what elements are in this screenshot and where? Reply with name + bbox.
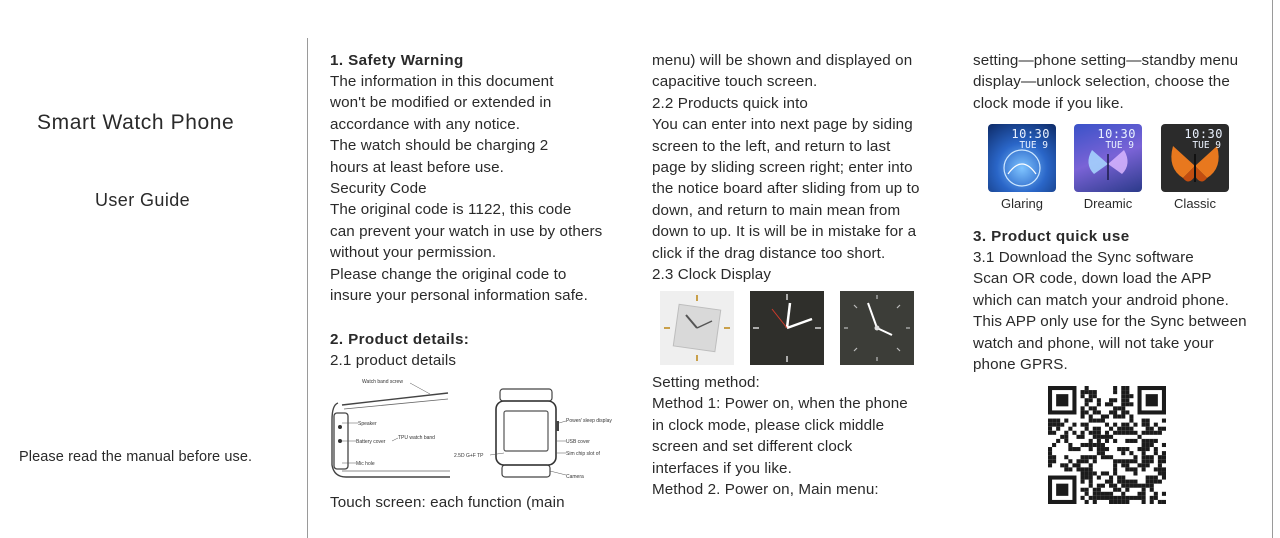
watchface-date: TUE 9 xyxy=(1192,140,1221,151)
diagram-label-tpu: TPU watch band xyxy=(398,435,435,441)
product-details-heading: 2. Product details: xyxy=(330,331,470,348)
safety-line: accordance with any notice. xyxy=(330,115,521,133)
security-code-label: Security Code xyxy=(330,180,427,198)
diagram-label-mic: Mic hole xyxy=(356,461,375,467)
safety-line: can prevent your watch in use by others xyxy=(330,222,603,240)
clock-image-gray xyxy=(840,291,914,365)
col3-line: interfaces if you like. xyxy=(652,459,792,477)
clock-image-black xyxy=(750,291,824,365)
safety-panel xyxy=(330,0,630,538)
watchface-label: Glaring xyxy=(1001,196,1043,211)
col3-line: menu) will be shown and displayed on xyxy=(652,52,913,69)
diagram-label-speaker: Speaker xyxy=(358,421,377,427)
qr-code-icon xyxy=(1048,386,1166,504)
quick-into-panel xyxy=(652,0,952,538)
touch-screen-line: Touch screen: each function (main xyxy=(330,494,565,511)
safety-line: Please change the original code to xyxy=(330,265,567,283)
col4-line: watch and phone, will not take your xyxy=(973,334,1214,352)
col4-line: setting—phone setting—standby menu xyxy=(973,52,1239,69)
col3-line: in clock mode, please click middle xyxy=(652,416,885,434)
col4-line: which can match your android phone. xyxy=(973,291,1229,309)
section-2-2-heading: 2.2 Products quick into xyxy=(652,94,808,112)
watchface-date: TUE 9 xyxy=(1105,140,1134,151)
safety-line: The original code is 1122, this code xyxy=(330,201,572,219)
col4-line: display—unlock selection, choose the xyxy=(973,73,1230,91)
diagram-label-gprs: 2.5D G+F TP xyxy=(454,453,484,459)
safety-line: The watch should be charging 2 xyxy=(330,137,549,155)
diagram-label-sim: Sim chip slot of xyxy=(566,451,600,457)
diagram-label-battery: Battery cover xyxy=(356,439,386,445)
safety-line: hours at least before use. xyxy=(330,158,504,176)
cover-panel xyxy=(0,0,306,538)
col3-line: capacitive touch screen. xyxy=(652,73,818,91)
safety-heading: 1. Safety Warning xyxy=(330,52,464,69)
col3-line: Method 2. Power on, Main menu: xyxy=(652,481,879,499)
quick-use-panel xyxy=(973,0,1271,538)
clock-image-white xyxy=(660,291,734,365)
safety-line: The information in this document xyxy=(330,73,554,90)
diagram-label-power: Power/ sleep display xyxy=(566,418,612,424)
watchface-time: 10:30 xyxy=(1184,127,1223,141)
cover-note: Please read the manual before use. xyxy=(19,449,253,465)
col4-line: clock mode if you like. xyxy=(973,94,1124,112)
product-details-sub: 2.1 product details xyxy=(330,352,457,369)
col3-top-text xyxy=(652,50,920,285)
diagram-label-band-screw: Watch band screw xyxy=(362,379,403,385)
setting-method-heading: Setting method: xyxy=(652,374,760,391)
col3-line: Method 1: Power on, when the phone xyxy=(652,395,908,413)
col3-line: screen to the left, and return to last xyxy=(652,137,891,155)
safety-line: insure your personal information safe. xyxy=(330,287,588,305)
watchface-time: 10:30 xyxy=(1011,127,1050,141)
watchface-time: 10:30 xyxy=(1097,127,1136,141)
col4-line: phone GPRS. xyxy=(973,356,1068,374)
section-2-3-heading: 2.3 Clock Display xyxy=(652,266,772,284)
col3-line: page by sliding screen right; enter into xyxy=(652,159,913,177)
watchface-date: TUE 9 xyxy=(1019,140,1048,151)
col4-top-text xyxy=(973,50,1238,114)
col3-line: click if the drag distance too short. xyxy=(652,244,886,262)
fold-line-1 xyxy=(307,38,308,538)
product-quick-use-heading: 3. Product quick use xyxy=(973,228,1130,245)
col4-line: This APP only use for the Sync between xyxy=(973,313,1247,331)
col3-line: the notice board after sliding from up to xyxy=(652,180,920,198)
cover-title: Smart Watch Phone xyxy=(37,111,235,134)
safety-text xyxy=(330,71,602,306)
col3-line: screen and set different clock xyxy=(652,438,853,456)
col4-line: Scan OR code, down load the APP xyxy=(973,270,1212,288)
col3-bottom-text xyxy=(652,372,908,500)
safety-line: won't be modified or extended in xyxy=(330,94,552,112)
col3-line: You can enter into next page by siding xyxy=(652,116,913,134)
diagram-label-usb: USB cover xyxy=(566,439,590,445)
watchface-glaring xyxy=(988,124,1056,192)
col3-line: down to up. It is will be in mistake for a xyxy=(652,223,917,241)
cover-subtitle: User Guide xyxy=(95,190,191,210)
safety-line: without your permission. xyxy=(330,244,497,262)
watchface-label: Classic xyxy=(1174,196,1216,211)
watchface-label: Dreamic xyxy=(1083,196,1133,211)
fold-line-2 xyxy=(1272,0,1273,538)
watchface-dreamic xyxy=(1074,124,1142,192)
diagram-label-camera: Camera xyxy=(566,474,584,480)
col4-quick-text xyxy=(973,247,1247,375)
watchface-classic xyxy=(1161,124,1229,192)
col4-line: 3.1 Download the Sync software xyxy=(973,249,1194,266)
product-diagram xyxy=(330,375,612,485)
col3-line: down, and return to main mean from xyxy=(652,201,901,219)
